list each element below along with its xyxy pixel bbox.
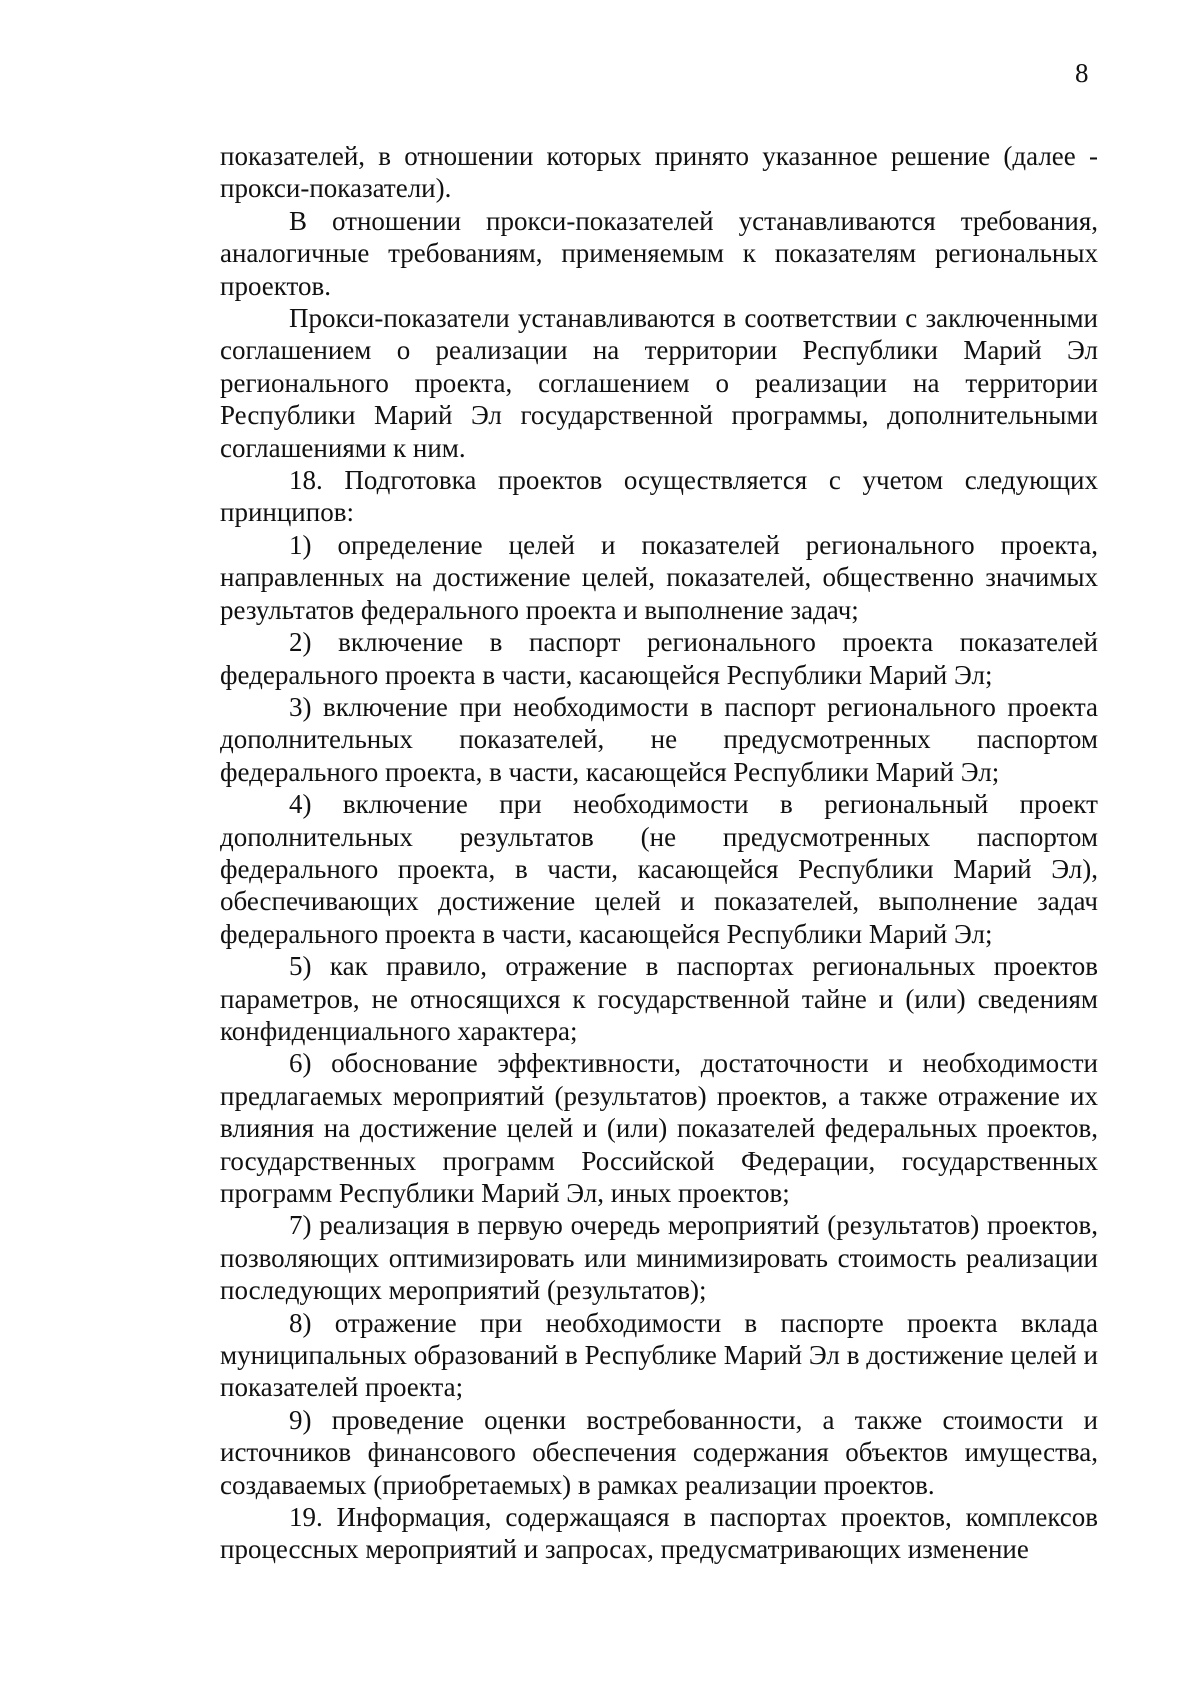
para-18-3: 3) включение при необходимости в паспорт регионального проекта дополнительных показателей, не предусмотренных паспортом федерального проекта, в части, касающейся Республики Марий Эл; <box>220 691 1098 787</box>
page-number: 8 <box>1075 58 1089 88</box>
para-18-9: 9) проведение оценки востребованности, а также стоимости и источников финансового обеспечения содержания объектов имущества, создаваемых (приобретаемых) в рамках реализации проектов. <box>220 1404 1098 1500</box>
para-18-7: 7) реализация в первую очередь мероприятий (результатов) проектов, позволяющих оптимизировать или минимизировать стоимость реализации последующих мероприятий (результатов); <box>220 1210 1098 1306</box>
body-text <box>220 140 1098 1566</box>
para-proxy-requirements: В отношении прокси-показателей устанавливаются требования, аналогичные требованиям, применяемым к показателям региональных проектов. <box>220 205 1098 301</box>
para-18-1: 1) определение целей и показателей регионального проекта, направленных на достижение целей, показателей, общественно значимых результатов федерального проекта и выполнение задач; <box>220 529 1098 625</box>
para-18-4: 4) включение при необходимости в региональный проект дополнительных результатов (не предусмотренных паспортом федерального проекта, в части, касающейся Республики Марий Эл), обеспечивающих достижение целей и показателей, выполнение задач федерального проекта в части, касающейся Республики Марий Эл; <box>220 789 1098 949</box>
para-19: 19. Информация, содержащаяся в паспортах проектов, комплексов процессных мероприятий и запросах, предусматривающих изменение <box>220 1502 1098 1565</box>
para-continuation: показателей, в отношении которых принято указанное решение (далее - прокси-показатели). <box>220 141 1098 204</box>
para-18: 18. Подготовка проектов осуществляется с учетом следующих принципов: <box>220 465 1098 528</box>
para-proxy-agreements: Прокси-показатели устанавливаются в соответствии с заключенными соглашением о реализации на территории Республики Марий Эл регионального проекта, соглашением о реализации на территории Республики Марий Эл государственной программы, дополнительными соглашениями к ним. <box>220 303 1098 463</box>
para-18-2: 2) включение в паспорт регионального проекта показателей федерального проекта в части, касающейся Республики Марий Эл; <box>220 627 1098 690</box>
para-18-6: 6) обоснование эффективности, достаточности и необходимости предлагаемых мероприятий (результатов) проектов, а также отражение их влияния на достижение целей и (или) показателей федеральных проектов, государственных программ Российской Федерации, государственных программ Республики Марий Эл, иных проектов; <box>220 1048 1098 1208</box>
para-18-8: 8) отражение при необходимости в паспорте проекта вклада муниципальных образований в Республике Марий Эл в достижение целей и показателей проекта; <box>220 1307 1098 1403</box>
para-18-5: 5) как правило, отражение в паспортах региональных проектов параметров, не относящихся к государственной тайне и (или) сведениям конфиденциального характера; <box>220 951 1098 1046</box>
